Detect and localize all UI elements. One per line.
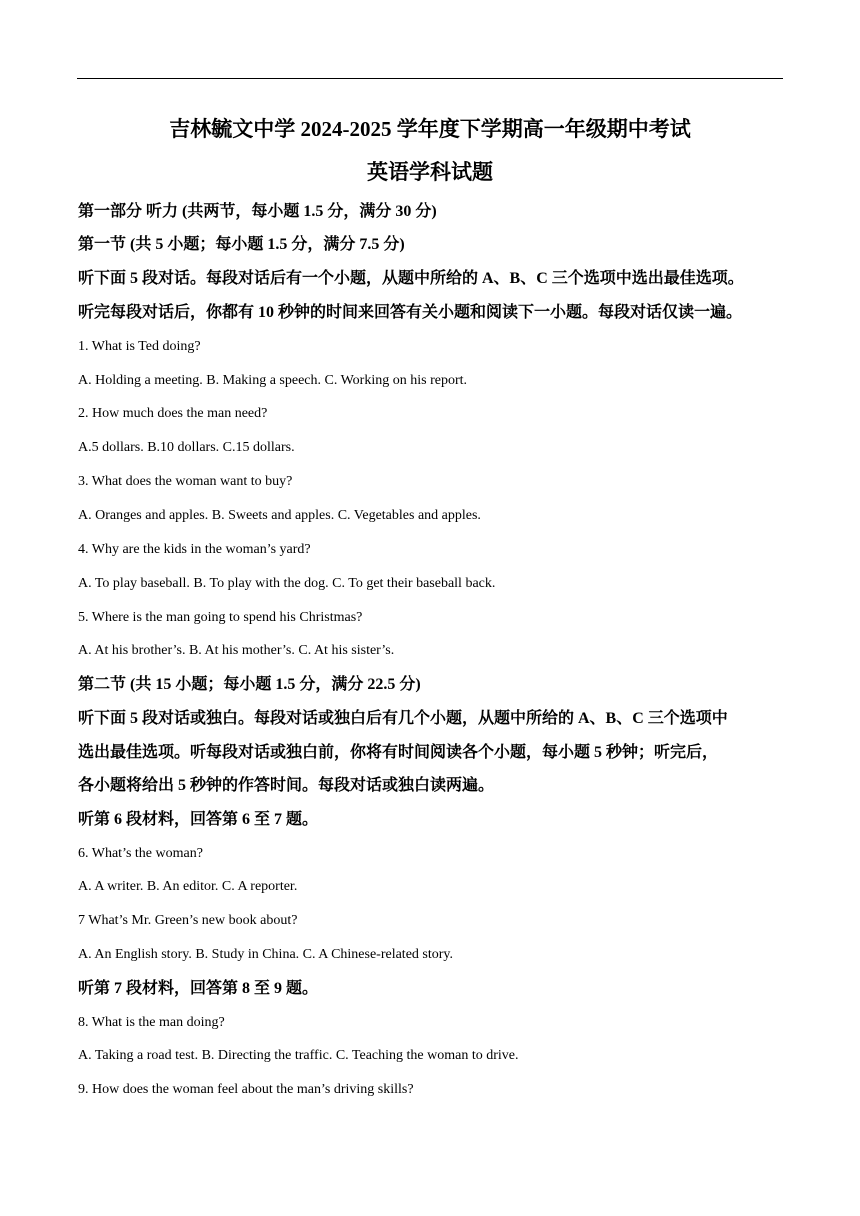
- exam-title: 吉林毓文中学 2024-2025 学年度下学期高一年级期中考试: [169, 117, 691, 141]
- question-options: A. Taking a road test. B. Directing the traffic. C. Teaching the woman to drive.: [78, 1048, 519, 1063]
- question-options: A. At his brother’s. B. At his mother’s. C. At his sister’s.: [78, 643, 395, 658]
- question-text: 3. What does the woman want to buy?: [78, 474, 293, 489]
- question-text: 7 What’s Mr. Green’s new book about?: [78, 913, 298, 928]
- question-options: A. A writer. B. An editor. C. A reporter.: [78, 879, 298, 894]
- question-text: 2. How much does the man need?: [78, 406, 268, 421]
- section1-heading: 第一节 (共 5 小题；每小题 1.5 分，满分 7.5 分): [78, 236, 405, 253]
- question-text: 4. Why are the kids in the woman’s yard?: [78, 542, 311, 557]
- exam-subtitle: 英语学科试题: [367, 160, 493, 184]
- question-text: 5. Where is the man going to spend his Christmas?: [78, 610, 363, 625]
- question-options: A. Oranges and apples. B. Sweets and apples. C. Vegetables and apples.: [78, 508, 481, 523]
- section2-heading: 第二节 (共 15 小题；每小题 1.5 分，满分 22.5 分): [78, 676, 421, 693]
- header-rule: [77, 78, 783, 79]
- material7-heading: 听第 7 段材料，回答第 8 至 9 题。: [78, 980, 319, 997]
- part1-heading: 第一部分 听力 (共两节，每小题 1.5 分，满分 30 分): [78, 203, 437, 220]
- question-options: A. To play baseball. B. To play with the dog. C. To get their baseball back.: [78, 576, 496, 591]
- section2-instruction-line: 听下面 5 段对话或独白。每段对话或独白后有几个小题，从题中所给的 A、B、C 三个选项中: [78, 710, 728, 727]
- question-options: A. An English story. B. Study in China. C. A Chinese-related story.: [78, 947, 454, 962]
- question-text: 6. What’s the woman?: [78, 846, 203, 861]
- section2-instruction-line: 选出最佳选项。听每段对话或独白前，你将有时间阅读各个小题，每小题 5 秒钟；听完后，: [78, 744, 719, 761]
- question-text: 1. What is Ted doing?: [78, 339, 201, 354]
- section2-instruction-line: 各小题将给出 5 秒钟的作答时间。每段对话或独白读两遍。: [78, 777, 495, 794]
- section1-instruction-line: 听完每段对话后，你都有 10 秒钟的时间来回答有关小题和阅读下一小题。每段对话仅读一遍。: [78, 304, 743, 321]
- section1-instruction-line: 听下面 5 段对话。每段对话后有一个小题，从题中所给的 A、B、C 三个选项中选出最佳选项。: [78, 270, 744, 287]
- question-text: 9. How does the woman feel about the man’s driving skills?: [78, 1082, 414, 1097]
- question-text: 8. What is the man doing?: [78, 1015, 225, 1030]
- question-options: A. Holding a meeting. B. Making a speech. C. Working on his report.: [78, 373, 467, 388]
- question-options: A.5 dollars. B.10 dollars. C.15 dollars.: [78, 440, 295, 455]
- material6-heading: 听第 6 段材料，回答第 6 至 7 题。: [78, 811, 319, 828]
